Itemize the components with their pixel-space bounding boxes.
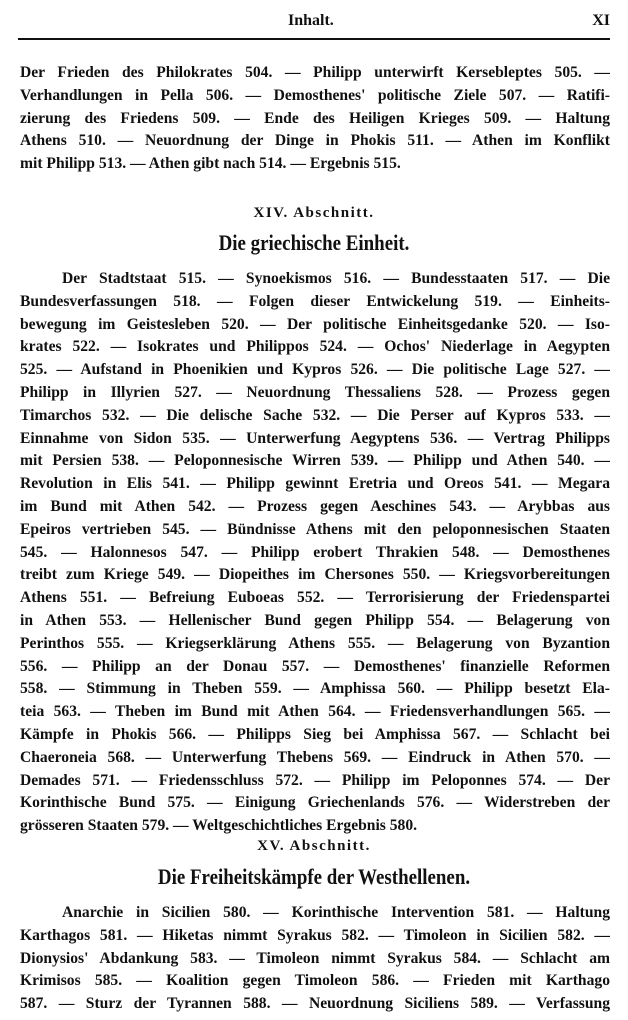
text-line: mit Philipp 513. — Athen gibt nach 514. — Ergebnis 515. bbox=[20, 155, 401, 173]
text-line: in Athen 553. — Hellenischer Bund gegen Philipp 554. — Belagerung von bbox=[20, 611, 610, 629]
header-rule bbox=[18, 38, 610, 40]
text-line: teia 563. — Theben im Bund mit Athen 564. — Friedensverhandlungen 565. — bbox=[20, 703, 610, 721]
page-number: XI bbox=[592, 12, 610, 29]
text-line: treibt zum Kriege 549. — Diopeithes im Chersones 550. — Kriegsvorbereitungen bbox=[20, 566, 610, 584]
text-line: 587. — Sturz der Tyrannen 588. — Neuordnung Siciliens 589. — Verfassung bbox=[20, 995, 610, 1013]
text-line: Verhandlungen in Pella 506. — Demosthenes' politische Ziele 507. — Ratifi- bbox=[20, 86, 610, 104]
section-15-paragraph bbox=[20, 902, 610, 1016]
text-line: Einnahme von Sidon 535. — Unterwerfung Aegyptens 536. — Vertrag Philipps bbox=[20, 429, 610, 447]
text-line: im Bund mit Athen 542. — Prozess gegen Aeschines 543. — Arybbas aus bbox=[20, 497, 610, 515]
text-line: zierung des Friedens 509. — Ende des Heiligen Krieges 509. — Haltung bbox=[20, 109, 610, 127]
intro-paragraph bbox=[20, 62, 610, 176]
text-line: 558. — Stimmung in Theben 559. — Amphissa 560. — Philipp besetzt Ela- bbox=[20, 680, 610, 698]
section-15-number: XV. Abschnitt. bbox=[257, 838, 371, 854]
text-line: Athens 510. — Neuordnung der Dinge in Phokis 511. — Athen im Konflikt bbox=[20, 132, 610, 150]
text-line: Philipp in Illyrien 527. — Neuordnung Thessaliens 528. — Prozess gegen bbox=[20, 383, 610, 401]
text-line: Revolution in Elis 541. — Philipp gewinnt Eretria und Oreos 541. — Megara bbox=[20, 475, 610, 493]
text-line: grösseren Staaten 579. — Weltgeschichtliches Ergebnis 580. bbox=[20, 817, 418, 835]
text-line: Timarchos 532. — Die delische Sache 532. — Die Perser auf Kypros 533. — bbox=[20, 406, 610, 424]
section-14-paragraph bbox=[20, 268, 610, 838]
text-line: 556. — Philipp an der Donau 557. — Demosthenes' finanzielle Reformen bbox=[20, 657, 610, 675]
section-14-title: Die griechische Einheit. bbox=[218, 230, 410, 255]
section-15-title: Die Freiheitskämpfe der Westhellenen. bbox=[157, 864, 471, 889]
text-line: Anarchie in Sicilien 580. — Korinthische Intervention 581. — Haltung bbox=[62, 904, 610, 921]
header-title: Inhalt. bbox=[288, 12, 334, 29]
text-line: 525. — Aufstand in Phoenikien und Kypros 526. — Die politische Lage 527. — bbox=[20, 361, 610, 379]
text-line: Karthagos 581. — Hiketas nimmt Syrakus 582. — Timoleon in Sicilien 582. — bbox=[20, 926, 610, 944]
running-header bbox=[20, 12, 610, 36]
text-line: 545. — Halonnesos 547. — Philipp erobert Thrakien 548. — Demosthenes bbox=[20, 543, 610, 561]
text-line: bewegung im Geistesleben 520. — Der politische Einheitsgedanke 520. — Iso- bbox=[20, 315, 610, 333]
text-line: Der Stadtstaat 515. — Synoekismos 516. — Bundesstaaten 517. — Die bbox=[62, 270, 610, 287]
text-line: Demades 571. — Friedensschluss 572. — Philipp im Peloponnes 574. — Der bbox=[20, 771, 610, 789]
text-line: Kämpfe in Phokis 566. — Philipps Sieg bei Amphissa 567. — Schlacht bei bbox=[20, 725, 610, 743]
text-line: Perinthos 555. — Kriegserklärung Athens 555. — Belagerung von Byzantion bbox=[20, 634, 610, 652]
text-line: Korinthische Bund 575. — Einigung Griechenlands 576. — Widerstreben der bbox=[20, 794, 610, 812]
text-line: Epeiros vertrieben 545. — Bündnisse Athens mit den peloponnesischen Staaten bbox=[20, 520, 610, 538]
text-line: Der Frieden des Philokrates 504. — Philipp unterwirft Kersebleptes 505. — bbox=[20, 64, 610, 81]
text-line: mit Persien 538. — Peloponnesische Wirren 539. — Philipp und Athen 540. — bbox=[20, 452, 610, 470]
text-line: Bundesverfassungen 518. — Folgen dieser Entwickelung 519. — Einheits- bbox=[20, 292, 610, 310]
text-line: Athens 551. — Befreiung Euboeas 552. — Terrorisierung der Friedenspartei bbox=[20, 589, 610, 607]
text-line: krates 522. — Isokrates und Philippos 524. — Ochos' Niederlage in Aegypten bbox=[20, 338, 610, 356]
text-line: Chaeroneia 568. — Unterwerfung Thebens 569. — Eindruck in Athen 570. — bbox=[20, 748, 610, 766]
text-line: Dionysios' Abdankung 583. — Timoleon nimmt Syrakus 584. — Schlacht am bbox=[20, 949, 610, 967]
text-line: Krimisos 585. — Koalition gegen Timoleon 586. — Frieden mit Karthago bbox=[20, 972, 610, 990]
section-14-number: XIV. Abschnitt. bbox=[253, 205, 375, 221]
